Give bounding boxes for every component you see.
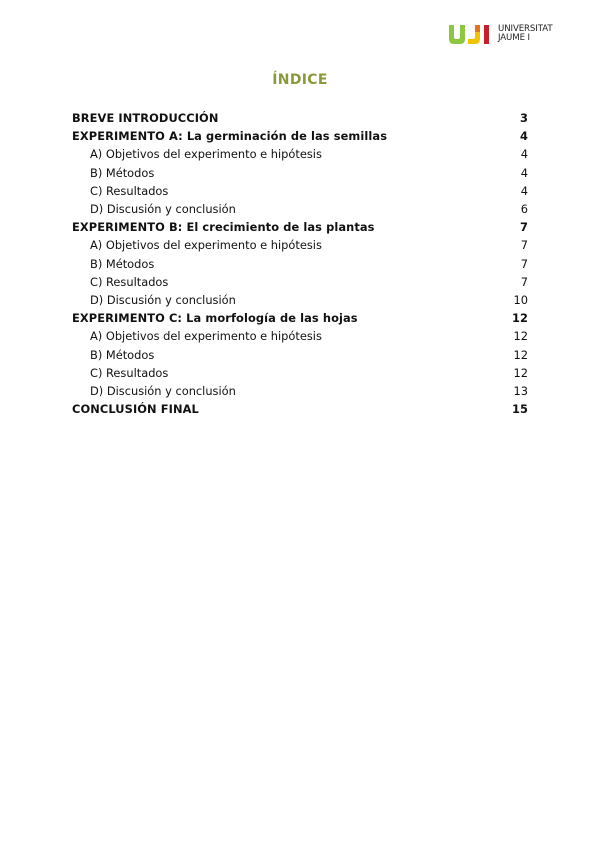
toc-entry-page-number: 12 (513, 347, 528, 362)
toc-entry-label: A) Objetivos del experimento e hipótesis (90, 238, 322, 253)
toc-entry-label: EXPERIMENTO A: La germinación de las semillas (72, 129, 388, 144)
toc-entry-label: C) Resultados (90, 365, 169, 380)
toc-section-entry[interactable] (72, 309, 528, 327)
toc-entry-label: B) Métodos (90, 165, 155, 180)
logo-wordmark (498, 25, 552, 44)
toc-subsection-entry[interactable] (72, 164, 528, 182)
toc-entry-page-number: 4 (519, 129, 528, 144)
toc-entry-label: B) Métodos (90, 347, 155, 362)
table-of-contents (72, 109, 528, 418)
toc-section-entry[interactable] (72, 218, 528, 236)
toc-entry-page-number: 3 (519, 111, 528, 126)
toc-subsection-entry[interactable] (72, 236, 528, 254)
logo-i-shape (484, 25, 489, 44)
toc-entry-label: A) Objetivos del experimento e hipótesis (90, 329, 322, 344)
logo-line-1: UNIVERSITAT (498, 23, 553, 34)
university-logo (448, 22, 552, 46)
toc-subsection-entry[interactable] (72, 345, 528, 363)
toc-entry-page-number: 12 (513, 329, 528, 344)
toc-section-entry[interactable] (72, 127, 528, 145)
toc-entry-page-number: 7 (520, 238, 528, 253)
toc-entry-page-number: 12 (511, 311, 528, 326)
toc-entry-page-number: 6 (520, 202, 528, 217)
toc-entry-page-number: 15 (511, 402, 528, 417)
toc-entry-label: EXPERIMENTO B: El crecimiento de las plantas (72, 220, 375, 235)
toc-section-entry[interactable] (72, 109, 528, 127)
page-title: ÍNDICE (272, 72, 328, 88)
toc-subsection-entry[interactable] (72, 255, 528, 273)
logo-line-2: JAUME I (498, 33, 530, 43)
toc-entry-page-number: 12 (513, 365, 528, 380)
toc-subsection-entry[interactable] (72, 200, 528, 218)
toc-entry-page-number: 13 (513, 383, 528, 398)
toc-subsection-entry[interactable] (72, 145, 528, 163)
toc-entry-page-number: 7 (519, 220, 528, 235)
toc-entry-label: EXPERIMENTO C: La morfología de las hojas (72, 311, 358, 326)
toc-entry-label: C) Resultados (90, 274, 169, 289)
toc-section-entry[interactable] (72, 400, 528, 418)
toc-subsection-entry[interactable] (72, 327, 528, 345)
toc-entry-label: D) Discusión y conclusión (90, 292, 236, 307)
toc-entry-label: C) Resultados (90, 183, 169, 198)
toc-entry-page-number: 4 (520, 165, 528, 180)
uji-logo-mark-icon (448, 23, 494, 45)
logo-u-shape (449, 25, 465, 44)
toc-entry-page-number: 7 (520, 256, 528, 271)
toc-entry-page-number: 4 (520, 183, 528, 198)
toc-entry-label: B) Métodos (90, 256, 155, 271)
toc-subsection-entry[interactable] (72, 382, 528, 400)
toc-subsection-entry[interactable] (72, 291, 528, 309)
toc-entry-page-number: 7 (520, 274, 528, 289)
toc-entry-page-number: 4 (520, 147, 528, 162)
toc-entry-label: D) Discusión y conclusión (90, 383, 236, 398)
logo-j-accent (475, 25, 480, 32)
toc-entry-label: CONCLUSIÓN FINAL (72, 402, 199, 417)
toc-entry-label: D) Discusión y conclusión (90, 202, 236, 217)
toc-entry-page-number: 10 (513, 292, 528, 307)
toc-subsection-entry[interactable] (72, 182, 528, 200)
toc-subsection-entry[interactable] (72, 273, 528, 291)
toc-entry-label: BREVE INTRODUCCIÓN (72, 111, 219, 126)
toc-subsection-entry[interactable] (72, 364, 528, 382)
toc-entry-label: A) Objetivos del experimento e hipótesis (90, 147, 322, 162)
